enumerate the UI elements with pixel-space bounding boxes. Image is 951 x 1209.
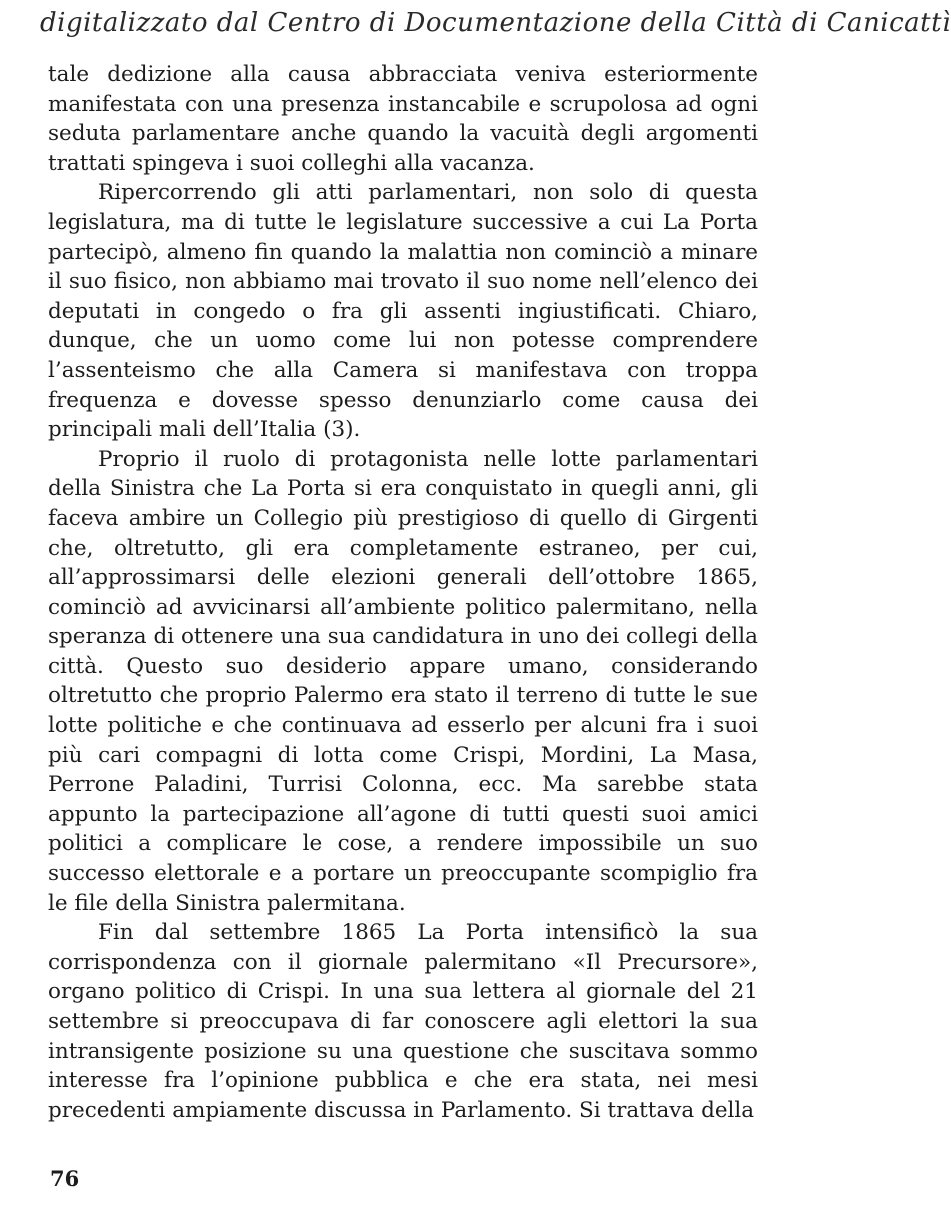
paragraph-1: tale dedizione alla causa abbracciata veniva esteriormente manifestata con una presenza instancabile e scrupolosa ad ogni seduta parlamentare anche quando la vacuità degli argomenti trattati spingeva i suoi colleghi alla vacanza. (48, 62, 758, 176)
paragraph-4: Fin dal settembre 1865 La Porta intensificò la sua corrispondenza con il giornale palermitano «Il Precursore», organo politico di Crispi. In una sua lettera al giornale del 21 settembre si preoccupava di far conoscere agli elettori la sua intransigente posizione su una questione che suscitava sommo interesse fra l’opinione pubblica e che era stata, nei mesi precedenti ampiamente discussa in Parlamento. Si trattava della (48, 920, 758, 1123)
paragraph-3: Proprio il ruolo di protagonista nelle lotte parlamentari della Sinistra che La Porta si era conquistato in quegli anni, gli faceva ambire un Collegio più prestigioso di quello di Girgenti che, oltretutto, gli era completamente estraneo, per cui, all’approssimarsi delle elezioni generali dell’ottobre 1865, cominciò ad avvicinarsi all’ambiente politico palermitano, nella speranza di ottenere una sua candidatura in uno dei collegi della città. Questo suo desiderio appare umano, considerando oltretutto che proprio Palermo era stato il terreno di tutte le sue lotte politiche e che continuava ad esserlo per alcuni fra i suoi più cari compagni di lotta come Crispi, Mordini, La Masa, Perrone Paladini, Turrisi Colonna, ecc. Ma sarebbe stata appunto la partecipazione all’agone di tutti questi suoi amici politici a complicare le cose, a rendere impossibile un suo successo elettorale e a portare un preoccupante scompiglio fra le file della Sinistra palermitana. (48, 446, 758, 916)
paragraph-2: Ripercorrendo gli atti parlamentari, non solo di questa legislatura, ma di tutte le legislature successive a cui La Porta partecipò, almeno fin quando la malattia non cominciò a minare il suo fisico, non abbiamo mai trovato il suo nome nell’elenco dei deputati in congedo o fra gli assenti ingiustificati. Chiaro, dunque, che un uomo come lui non potesse comprendere l’assenteismo che alla Camera si manifestava con troppa frequenza e dovesse spesso denunziarlo come causa dei principali mali dell’Italia (3). (48, 180, 758, 443)
digitization-watermark: digitalizzato dal Centro di Documentazione della Città di Canicattì (40, 8, 951, 38)
page-number: 76 (50, 1166, 80, 1191)
body-text (48, 60, 758, 1125)
